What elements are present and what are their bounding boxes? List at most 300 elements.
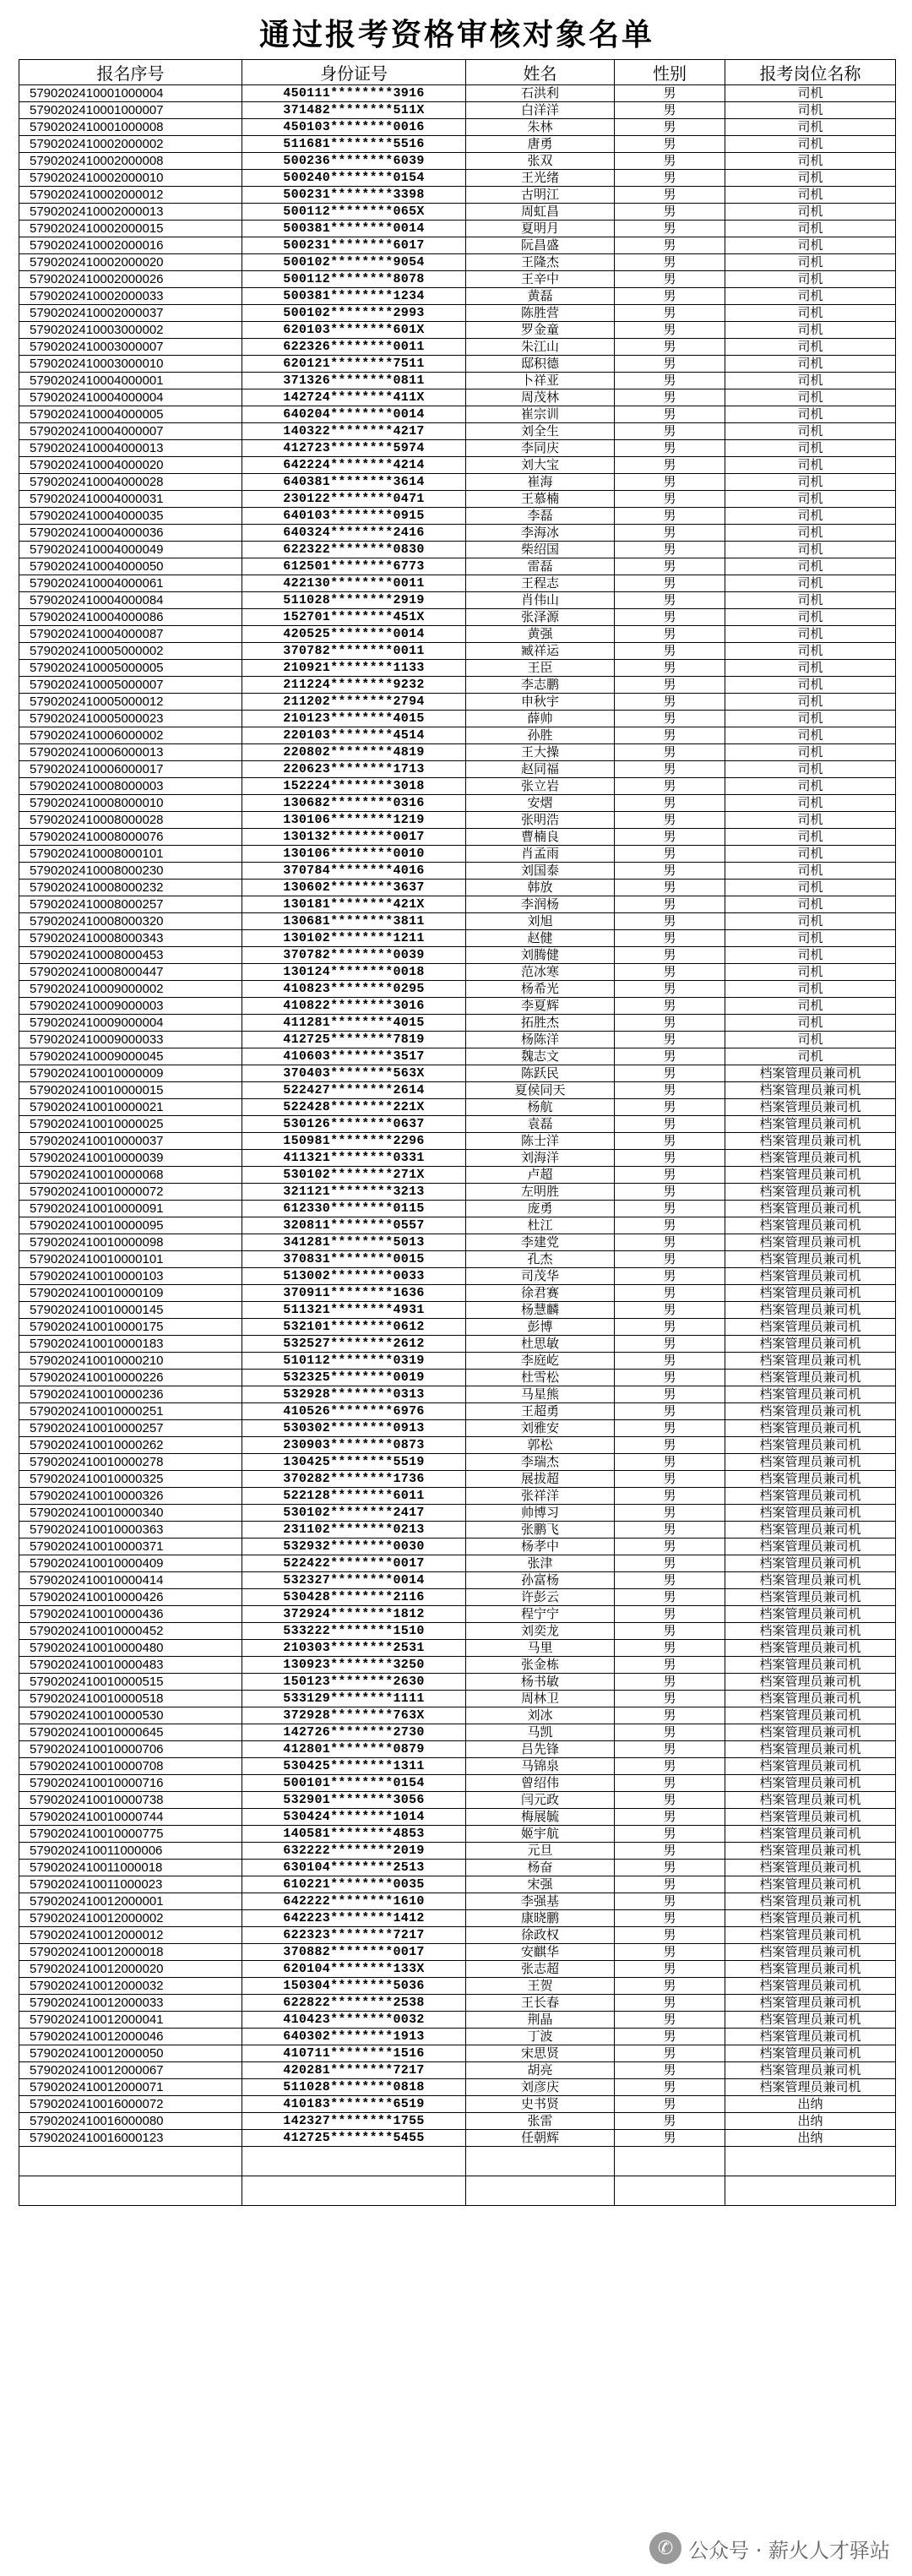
blank-cell [19,2176,242,2206]
blank-row [19,2176,896,2206]
gender-cell: 男 [615,373,725,389]
serial-cell: 5790202410012000032 [19,1978,242,1995]
gender-cell: 男 [615,998,725,1015]
roster-table [19,59,896,2206]
name-cell: 雷磊 [466,558,615,575]
serial-cell: 5790202410010000426 [19,1589,242,1606]
gender-cell: 男 [615,525,725,542]
gender-cell: 男 [615,1876,725,1893]
name-cell: 张志超 [466,1961,615,1978]
gender-cell: 男 [615,1505,725,1522]
gender-cell: 男 [615,880,725,896]
post-cell: 档案管理员兼司机 [725,1065,896,1082]
id-number-cell: 140322********4217 [242,423,466,440]
post-cell: 档案管理员兼司机 [725,1910,896,1927]
serial-cell: 5790202410010000708 [19,1758,242,1775]
id-number-cell: 370782********0039 [242,947,466,964]
gender-cell: 男 [615,423,725,440]
serial-cell: 5790202410010000101 [19,1251,242,1268]
table-row [19,322,896,339]
name-cell: 展拔超 [466,1471,615,1488]
name-cell: 黄强 [466,626,615,643]
post-cell: 出纳 [725,2096,896,2113]
table-row [19,525,896,542]
table-row [19,1927,896,1944]
name-cell: 赵同福 [466,761,615,778]
id-number-cell: 372924********1812 [242,1606,466,1623]
post-cell: 司机 [725,981,896,998]
name-cell: 刘雅安 [466,1420,615,1437]
post-cell: 档案管理员兼司机 [725,1454,896,1471]
gender-cell: 男 [615,626,725,643]
serial-cell: 5790202410010000257 [19,1420,242,1437]
name-cell: 张明浩 [466,812,615,829]
name-cell: 王大操 [466,744,615,761]
serial-cell: 5790202410010000103 [19,1268,242,1285]
id-number-cell: 533129********1111 [242,1691,466,1707]
table-row [19,1167,896,1184]
gender-cell: 男 [615,1910,725,1927]
table-row [19,1268,896,1285]
blank-cell [19,2147,242,2176]
post-cell: 档案管理员兼司机 [725,1674,896,1691]
serial-cell: 5790202410004000086 [19,609,242,626]
post-cell: 档案管理员兼司机 [725,1488,896,1505]
post-cell: 司机 [725,1032,896,1048]
table-row [19,575,896,592]
post-cell: 司机 [725,626,896,643]
post-cell: 司机 [725,609,896,626]
id-number-cell: 640381********3614 [242,474,466,491]
serial-cell: 5790202410010000145 [19,1302,242,1319]
gender-cell: 男 [615,1860,725,1876]
post-cell: 司机 [725,694,896,711]
id-number-cell: 321121********3213 [242,1184,466,1201]
name-cell: 罗金童 [466,322,615,339]
gender-cell: 男 [615,406,725,423]
gender-cell: 男 [615,204,725,221]
name-cell: 申秋宇 [466,694,615,711]
id-number-cell: 640103********0915 [242,508,466,525]
id-number-cell: 230122********0471 [242,491,466,508]
header-serial: 报名序号 [19,60,242,85]
id-number-cell: 510112********0319 [242,1353,466,1370]
gender-cell: 男 [615,1116,725,1133]
table-row [19,1437,896,1454]
gender-cell: 男 [615,1724,725,1741]
serial-cell: 5790202410010000095 [19,1217,242,1234]
gender-cell: 男 [615,1217,725,1234]
post-cell: 司机 [725,542,896,558]
post-cell: 档案管理员兼司机 [725,1167,896,1184]
gender-cell: 男 [615,1572,725,1589]
serial-cell: 5790202410010000515 [19,1674,242,1691]
id-number-cell: 500231********3398 [242,187,466,204]
gender-cell: 男 [615,1589,725,1606]
post-cell: 司机 [725,643,896,660]
gender-cell: 男 [615,812,725,829]
serial-cell: 5790202410010000371 [19,1539,242,1555]
gender-cell: 男 [615,930,725,947]
post-cell: 档案管理员兼司机 [725,2029,896,2045]
post-cell: 司机 [725,711,896,727]
table-row [19,1099,896,1116]
post-cell: 司机 [725,288,896,305]
id-number-cell: 150304********5036 [242,1978,466,1995]
post-cell: 档案管理员兼司机 [725,1150,896,1167]
name-cell: 杨孝中 [466,1539,615,1555]
post-cell: 司机 [725,896,896,913]
name-cell: 李海冰 [466,525,615,542]
name-cell: 李强基 [466,1893,615,1910]
id-number-cell: 522422********0017 [242,1555,466,1572]
post-cell: 司机 [725,153,896,170]
table-row [19,1572,896,1589]
serial-cell: 5790202410010000091 [19,1201,242,1217]
gender-cell: 男 [615,2012,725,2029]
name-cell: 王慕楠 [466,491,615,508]
serial-cell: 5790202410010000236 [19,1386,242,1403]
serial-cell: 5790202410012000046 [19,2029,242,2045]
post-cell: 档案管理员兼司机 [725,1082,896,1099]
name-cell: 范冰寒 [466,964,615,981]
table-row [19,1285,896,1302]
serial-cell: 5790202410012000071 [19,2079,242,2096]
id-number-cell: 500240********0154 [242,170,466,187]
name-cell: 古明江 [466,187,615,204]
post-cell: 司机 [725,102,896,119]
serial-cell: 5790202410008000101 [19,846,242,863]
table-row [19,1741,896,1758]
table-row [19,1944,896,1961]
id-number-cell: 140581********4853 [242,1826,466,1843]
gender-cell: 男 [615,1234,725,1251]
id-number-cell: 640204********0014 [242,406,466,423]
table-row [19,1386,896,1403]
blank-cell [466,2176,615,2206]
serial-cell: 5790202410004000031 [19,491,242,508]
blank-row [19,2147,896,2176]
gender-cell: 男 [615,1251,725,1268]
gender-cell: 男 [615,1201,725,1217]
post-cell: 档案管理员兼司机 [725,1944,896,1961]
table-row [19,1420,896,1437]
name-cell: 张雷 [466,2113,615,2130]
post-cell: 司机 [725,761,896,778]
gender-cell: 男 [615,1099,725,1116]
table-row [19,1555,896,1572]
gender-cell: 男 [615,1184,725,1201]
name-cell: 李磊 [466,508,615,525]
gender-cell: 男 [615,1268,725,1285]
name-cell: 闫元政 [466,1792,615,1809]
id-number-cell: 220802********4819 [242,744,466,761]
id-number-cell: 130602********3637 [242,880,466,896]
gender-cell: 男 [615,761,725,778]
serial-cell: 5790202410010000363 [19,1522,242,1539]
id-number-cell: 511028********0818 [242,2079,466,2096]
table-row [19,1876,896,1893]
post-cell: 档案管理员兼司机 [725,1184,896,1201]
post-cell: 司机 [725,863,896,880]
blank-cell [466,2147,615,2176]
serial-cell: 5790202410010000037 [19,1133,242,1150]
gender-cell: 男 [615,1707,725,1724]
serial-cell: 5790202410010000226 [19,1370,242,1386]
id-number-cell: 370782********0011 [242,643,466,660]
gender-cell: 男 [615,1488,725,1505]
serial-cell: 5790202410012000020 [19,1961,242,1978]
gender-cell: 男 [615,271,725,288]
name-cell: 杨航 [466,1099,615,1116]
gender-cell: 男 [615,1285,725,1302]
table-row [19,1606,896,1623]
name-cell: 张双 [466,153,615,170]
roster-sheet [19,12,895,2206]
table-row [19,2029,896,2045]
serial-cell: 5790202410010000452 [19,1623,242,1640]
table-row [19,1251,896,1268]
gender-cell: 男 [615,2096,725,2113]
table-row [19,1961,896,1978]
serial-cell: 5790202410010000175 [19,1319,242,1336]
gender-cell: 男 [615,1792,725,1809]
name-cell: 胡亮 [466,2062,615,2079]
post-cell: 司机 [725,491,896,508]
serial-cell: 5790202410005000002 [19,643,242,660]
name-cell: 肖孟雨 [466,846,615,863]
id-number-cell: 412725********7819 [242,1032,466,1048]
gender-cell: 男 [615,694,725,711]
post-cell: 档案管理员兼司机 [725,1285,896,1302]
serial-cell: 5790202410012000041 [19,2012,242,2029]
table-row [19,305,896,322]
name-cell: 孙富杨 [466,1572,615,1589]
post-cell: 档案管理员兼司机 [725,1893,896,1910]
serial-cell: 5790202410002000010 [19,170,242,187]
table-row [19,711,896,727]
id-number-cell: 152224********3018 [242,778,466,795]
post-cell: 司机 [725,440,896,457]
table-row [19,1370,896,1386]
table-row [19,457,896,474]
id-number-cell: 630104********2513 [242,1860,466,1876]
gender-cell: 男 [615,1555,725,1572]
serial-cell: 5790202410012000002 [19,1910,242,1927]
serial-cell: 5790202410002000002 [19,136,242,153]
table-row [19,1674,896,1691]
name-cell: 任朝辉 [466,2130,615,2147]
table-row [19,542,896,558]
gender-cell: 男 [615,863,725,880]
id-number-cell: 530302********0913 [242,1420,466,1437]
table-row [19,1893,896,1910]
gender-cell: 男 [615,237,725,254]
name-cell: 张祥洋 [466,1488,615,1505]
post-cell: 档案管理员兼司机 [725,1691,896,1707]
post-cell: 司机 [725,795,896,812]
id-number-cell: 220103********4514 [242,727,466,744]
table-row [19,288,896,305]
id-number-cell: 642223********1412 [242,1910,466,1927]
serial-cell: 5790202410002000008 [19,153,242,170]
serial-cell: 5790202410002000026 [19,271,242,288]
id-number-cell: 130923********3250 [242,1657,466,1674]
post-cell: 司机 [725,846,896,863]
table-row [19,1319,896,1336]
post-cell: 档案管理员兼司机 [725,1336,896,1353]
post-cell: 出纳 [725,2130,896,2147]
post-cell: 档案管理员兼司机 [725,1133,896,1150]
id-number-cell: 511681********5516 [242,136,466,153]
table-row [19,2012,896,2029]
serial-cell: 5790202410009000045 [19,1048,242,1065]
table-row [19,795,896,812]
gender-cell: 男 [615,305,725,322]
gender-cell: 男 [615,1927,725,1944]
name-cell: 张鹏飞 [466,1522,615,1539]
name-cell: 邸积德 [466,356,615,373]
name-cell: 陈士洋 [466,1133,615,1150]
post-cell: 司机 [725,947,896,964]
name-cell: 李同庆 [466,440,615,457]
serial-cell: 5790202410010000530 [19,1707,242,1724]
table-row [19,558,896,575]
post-cell: 档案管理员兼司机 [725,1251,896,1268]
gender-cell: 男 [615,1048,725,1065]
serial-cell: 5790202410002000012 [19,187,242,204]
gender-cell: 男 [615,643,725,660]
id-number-cell: 612330********0115 [242,1201,466,1217]
gender-cell: 男 [615,1978,725,1995]
serial-cell: 5790202410010000738 [19,1792,242,1809]
serial-cell: 5790202410002000033 [19,288,242,305]
post-cell: 档案管理员兼司机 [725,2079,896,2096]
gender-cell: 男 [615,457,725,474]
serial-cell: 5790202410008000447 [19,964,242,981]
gender-cell: 男 [615,1758,725,1775]
post-cell: 司机 [725,727,896,744]
id-number-cell: 500102********2993 [242,305,466,322]
gender-cell: 男 [615,1826,725,1843]
blank-cell [725,2176,896,2206]
serial-cell: 5790202410004000001 [19,373,242,389]
table-row [19,1082,896,1099]
post-cell: 档案管理员兼司机 [725,1826,896,1843]
id-number-cell: 370882********0017 [242,1944,466,1961]
gender-cell: 男 [615,558,725,575]
serial-cell: 5790202410005000005 [19,660,242,677]
post-cell: 档案管理员兼司机 [725,1927,896,1944]
post-cell: 档案管理员兼司机 [725,1707,896,1724]
gender-cell: 男 [615,964,725,981]
post-cell: 司机 [725,998,896,1015]
table-row [19,1843,896,1860]
id-number-cell: 530425********1311 [242,1758,466,1775]
serial-cell: 5790202410010000706 [19,1741,242,1758]
serial-cell: 5790202410005000012 [19,694,242,711]
table-row [19,626,896,643]
table-row [19,1505,896,1522]
id-number-cell: 522428********221X [242,1099,466,1116]
serial-cell: 5790202410016000123 [19,2130,242,2147]
table-row [19,102,896,119]
serial-cell: 5790202410011000023 [19,1876,242,1893]
id-number-cell: 532101********0612 [242,1319,466,1336]
table-row [19,863,896,880]
serial-cell: 5790202410010000414 [19,1572,242,1589]
id-number-cell: 130106********0010 [242,846,466,863]
post-cell: 司机 [725,271,896,288]
post-cell: 司机 [725,508,896,525]
post-cell: 司机 [725,322,896,339]
serial-cell: 5790202410008000003 [19,778,242,795]
table-row [19,2062,896,2079]
name-cell: 王隆杰 [466,254,615,271]
name-cell: 帅博习 [466,1505,615,1522]
table-row [19,846,896,863]
table-row [19,119,896,136]
name-cell: 杜雪松 [466,1370,615,1386]
serial-cell: 5790202410010000436 [19,1606,242,1623]
serial-cell: 5790202410004000020 [19,457,242,474]
table-row [19,491,896,508]
gender-cell: 男 [615,1640,725,1657]
table-row [19,677,896,694]
name-cell: 徐君赛 [466,1285,615,1302]
serial-cell: 5790202410010000480 [19,1640,242,1657]
name-cell: 崔宗训 [466,406,615,423]
table-row [19,1724,896,1741]
table-row [19,373,896,389]
table-row [19,221,896,237]
table-row [19,1234,896,1251]
name-cell: 梅展毓 [466,1809,615,1826]
name-cell: 李庭屹 [466,1353,615,1370]
id-number-cell: 211202********2794 [242,694,466,711]
name-cell: 李志鹏 [466,677,615,694]
table-row [19,474,896,491]
table-row [19,1623,896,1640]
table-row [19,440,896,457]
serial-cell: 5790202410005000007 [19,677,242,694]
post-cell: 司机 [725,406,896,423]
id-number-cell: 130132********0017 [242,829,466,846]
id-number-cell: 530428********2116 [242,1589,466,1606]
name-cell: 张金栋 [466,1657,615,1674]
post-cell: 司机 [725,1015,896,1032]
table-row [19,237,896,254]
gender-cell: 男 [615,356,725,373]
table-row [19,1488,896,1505]
id-number-cell: 420281********7217 [242,2062,466,2079]
id-number-cell: 450111********3916 [242,85,466,102]
gender-cell: 男 [615,1674,725,1691]
post-cell: 司机 [725,221,896,237]
name-cell: 张泽源 [466,609,615,626]
post-cell: 司机 [725,136,896,153]
table-row [19,1116,896,1133]
id-number-cell: 130681********3811 [242,913,466,930]
gender-cell: 男 [615,474,725,491]
table-row [19,1809,896,1826]
post-cell: 档案管理员兼司机 [725,1775,896,1792]
serial-cell: 5790202410004000007 [19,423,242,440]
serial-cell: 5790202410002000015 [19,221,242,237]
id-number-cell: 130124********0018 [242,964,466,981]
id-number-cell: 642222********1610 [242,1893,466,1910]
serial-cell: 5790202410002000037 [19,305,242,322]
